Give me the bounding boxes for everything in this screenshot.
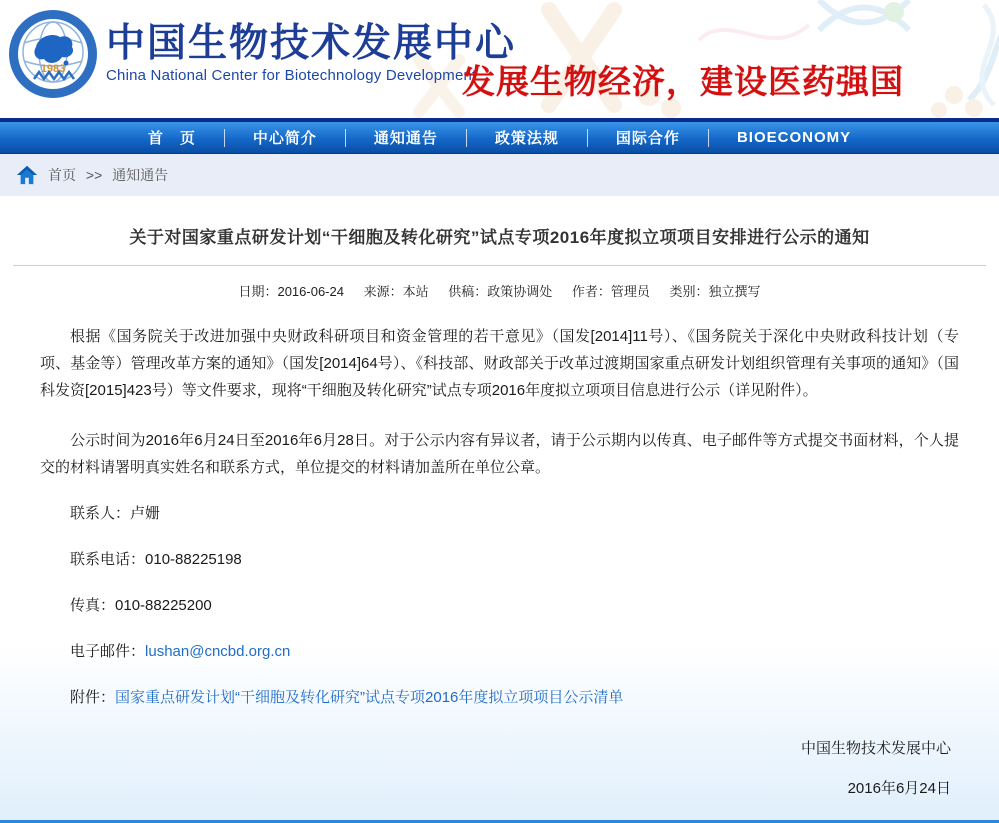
paragraph-publicity-period: 公示时间为2016年6月24日至2016年6月28日。对于公示内容有异议者，请于公示期内以传真、电子邮件等方式提交书面材料，个人提交的材料请署明真实姓名和联系方式，单位提交的材料请加盖所在单位公章。	[40, 432, 959, 476]
org-names	[106, 24, 516, 84]
contact-person-row	[70, 500, 959, 527]
meta-contributor: 供稿：政策协调处	[448, 284, 553, 299]
contact-email-label: 电子邮件：	[70, 643, 146, 660]
contact-phone-value: 010-88225198	[145, 551, 242, 568]
contact-fax-label: 传真：	[70, 597, 116, 614]
contact-email-link[interactable]: lushan@cncbd.org.cn	[145, 643, 291, 660]
breadcrumb-separator: >>	[85, 167, 103, 183]
breadcrumb-current-link[interactable]: 通知通告	[112, 167, 169, 183]
paragraph-basis: 根据《国务院关于改进加强中央财政科研项目和资金管理的若干意见》（国发[2014]11号）、《国务院关于深化中央财政科技计划（专项、基金等）管理改革方案的通知》（国发[2014]64号）、《科技部、财政部关于改革过渡期国家重点研发计划组织管理有关事项的通知》（国科发资[2015]423号）等文件要求，现将“干细胞及转化研究”试点专项2016年度拟立项项目信息进行公示（详见附件）。	[40, 328, 959, 399]
nav-item-home[interactable]: 首 页	[147, 130, 196, 147]
breadcrumb	[0, 154, 999, 196]
article-content	[0, 196, 999, 820]
contact-person-label: 联系人：	[70, 505, 131, 522]
nav-item-policies[interactable]: 政策法规	[494, 130, 559, 147]
meta-date: 日期：2016-06-24	[238, 284, 344, 299]
org-name-chinese: 中国生物技术发展中心	[106, 22, 517, 65]
article-title: 关于对国家重点研发计划“干细胞及转化研究”试点专项2016年度拟立项项目安排进行公示的通知	[129, 228, 870, 247]
contact-email-row	[70, 638, 959, 665]
home-icon[interactable]	[16, 165, 38, 185]
main-nav	[0, 118, 999, 154]
attachment-label: 附件：	[70, 689, 116, 706]
article-meta	[40, 281, 959, 300]
attachment-row	[70, 684, 959, 711]
nav-bar	[0, 122, 999, 154]
contact-phone-label: 联系电话：	[70, 551, 146, 568]
contact-phone-row	[70, 546, 959, 573]
contact-fax-row	[70, 592, 959, 619]
nav-item-bioeconomy[interactable]: BIOECONOMY	[736, 129, 852, 146]
nav-item-international[interactable]: 国际合作	[615, 130, 680, 147]
meta-author: 作者：管理员	[571, 284, 650, 299]
nav-item-about[interactable]: 中心简介	[252, 130, 317, 147]
contact-person-value: 卢姗	[130, 505, 161, 522]
site-header	[0, 0, 999, 118]
meta-category: 类别：独立撰写	[669, 284, 761, 299]
title-divider	[13, 265, 986, 266]
meta-source: 来源：本站	[363, 284, 429, 299]
signature-organization: 中国生物技术发展中心	[800, 740, 951, 757]
org-name-english: China National Center for Biotechnology Development	[106, 67, 477, 84]
breadcrumb-home-link[interactable]: 首页	[48, 167, 76, 183]
header-slogan: 发展生物经济，建设医药强国	[462, 63, 904, 100]
org-logo-seal[interactable]	[8, 9, 98, 99]
attachment-link[interactable]: 国家重点研发计划“干细胞及转化研究”试点专项2016年度拟立项项目公示清单	[115, 689, 624, 706]
svg-text:1983: 1983	[40, 63, 66, 75]
contact-fax-value: 010-88225200	[115, 597, 212, 614]
signature-date: 2016年6月24日	[847, 780, 951, 797]
nav-item-notices[interactable]: 通知通告	[373, 130, 438, 147]
